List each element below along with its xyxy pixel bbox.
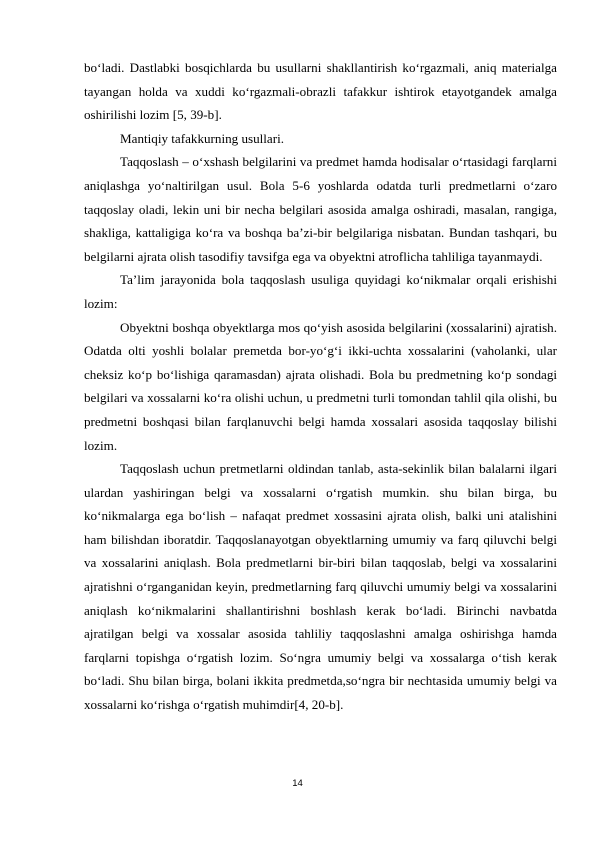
document-body xyxy=(84,56,557,717)
paragraph-object-properties: Obyektni boshqa obyektlarga mos qo‘yish asosida belgilarini (xossalarini) ajratish. Odatda olti yoshli bolalar premetda bor-yo‘g‘i ikki-uchta xossalarini (vaholanki, ular cheksiz ko‘p bo‘lishiga qaramasdan) ajrata olishadi. Bola bu predmetning ko‘p sondagi belgilari va xossalarni ko‘ra olishi uchun, u predmetni turli tomondan tahlil qila olishi, bu predmetni boshqasi bilan farqlanuvchi belgi hamda xossalari asosida taqqoslay bilishi lozim. xyxy=(84,319,557,453)
paragraph-teaching-comparison: Taqqoslash uchun pretmetlarni oldindan tanlab, asta-sekinlik bilan balalarni ilgari ulardan yashiringan belgi va xossalarni o‘rgatish mumkin. shu bilan birga, bu ko‘nikmalarga ega bo‘lish – nafaqat predmet xossasini ajrata olish, balki uni atalishini ham bilishdan iboratdir. Taqqoslanayotgan obyektlarning umumiy va farq qiluvchi belgi va xossalarini aniqlash. Bola predmetlarni bir-biri bilan taqqoslab, belgi va xossalarini ajratishni o‘rganganidan keyin, predmetlarning farq qiluvchi umumiy belgi va xossalarini aniqlash ko‘nikmalarini shallantirishni boshlash kerak bo‘ladi. Birinchi navbatda ajratilgan belgi va xossalar asosida tahliliy taqqoslashni amalga oshirishga hamda farqlarni topishga o‘rgatish lozim. So‘ngra umumiy belgi va xossalarga o‘tish kerak bo‘ladi. Shu bilan birga, bolani ikkita predmetda,so‘ngra bir nechtasida umumiy belgi va xossalarni ko‘rishga o‘rgatish muhimdir[4, 20-b]. xyxy=(84,461,557,713)
page-number: 14 xyxy=(292,778,303,789)
section-heading: Mantiqiy tafakkurning usullari. xyxy=(120,130,285,146)
paragraph-skills-intro: Ta’lim jarayonida bola taqqoslash usuliga quyidagi ko‘nikmalar orqali erishishi lozim: xyxy=(84,272,557,311)
paragraph-comparison: Taqqoslash – o‘xshash belgilarini va predmet hamda hodisalar o‘rtasidagi farqlarni aniqlashga yo‘naltirilgan usul. Bola 5-6 yoshlarda odatda turli predmetlarni o‘zaro taqqoslay oladi, lekin uni bir necha belgilari asosida amalga oshiradi, masalan, rangiga, shakliga, kattaligiga ko‘ra va boshqa ba’zi-bir belgilariga nisbatan. Bundan tashqari, bu belgilarni ajrata olish tasodifiy tavsifga ega va obyektni atroflicha tahliliga tayanmaydi. xyxy=(84,154,557,264)
paragraph-continuation: bo‘ladi. Dastlabki bosqichlarda bu usullarni shakllantirish ko‘rgazmali, aniq materialga tayangan holda va xuddi ko‘rgazmali-obrazli tafakkur ishtirok etayotgandek amalga oshirilishi lozim [5, 39-b]. xyxy=(84,60,557,123)
